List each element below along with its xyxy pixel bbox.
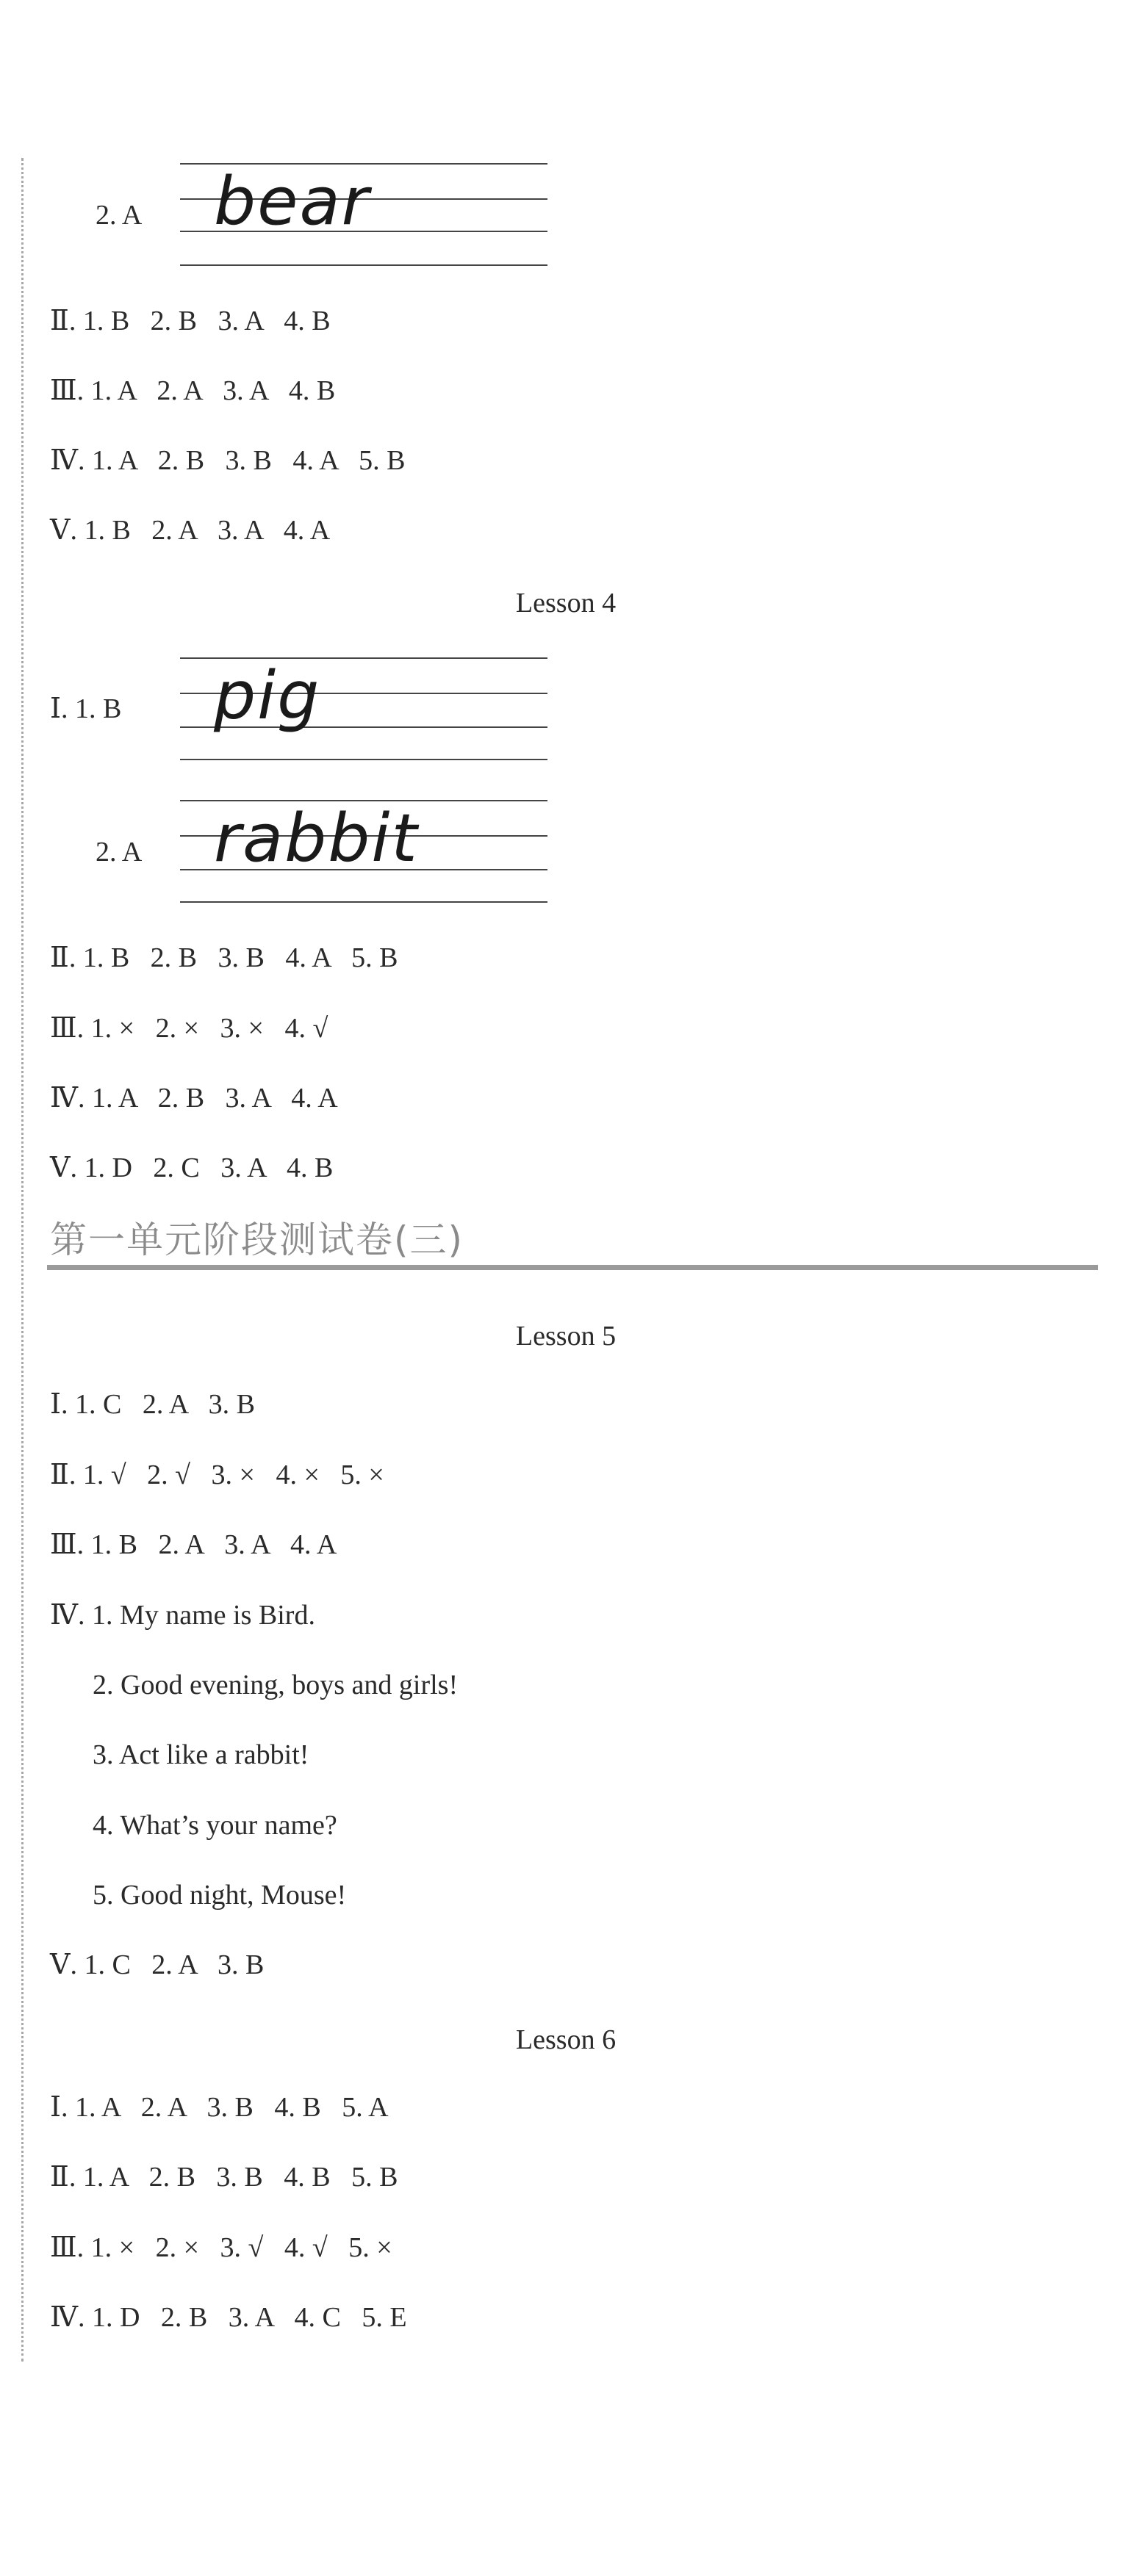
- margin-dotted-line: [21, 158, 24, 2362]
- section-rule: [47, 1265, 1098, 1270]
- section-title: 第一单元阶段测试卷(三): [50, 1219, 464, 1261]
- answer-subrow: 5. Good night, Mouse!: [93, 1880, 347, 1911]
- handwriting-box-rabbit: [180, 797, 547, 906]
- answer-row: Ⅳ. 1. A 2. B 3. B 4. A 5. B: [50, 445, 406, 476]
- answer-row: Ⅴ. 1. D 2. C 3. A 4. B: [50, 1152, 334, 1183]
- handwritten-word: pig: [214, 657, 321, 735]
- lesson-4-heading: Lesson 4: [515, 588, 617, 618]
- handwriting-box-pig: [180, 654, 547, 763]
- answer-row: Ⅰ. 1. A 2. A 3. B 4. B 5. A: [50, 2092, 389, 2123]
- answer-row: Ⅳ. 1. A 2. B 3. A 4. A: [50, 1083, 338, 1114]
- answer-row: Ⅱ. 1. √ 2. √ 3. × 4. × 5. ×: [50, 1460, 384, 1490]
- answer-subrow: 2. Good evening, boys and girls!: [93, 1670, 459, 1700]
- answer-row: Ⅱ. 1. A 2. B 3. B 4. B 5. B: [50, 2162, 398, 2193]
- answer-lesson4-1: Ⅰ. 1. B: [50, 693, 122, 724]
- answer-lesson4-2: 2. A: [96, 837, 143, 867]
- answer-row: Ⅴ. 1. B 2. A 3. A 4. A: [50, 515, 331, 546]
- lesson-6-heading: Lesson 6: [515, 2024, 617, 2055]
- answer-row: Ⅲ. 1. A 2. A 3. A 4. B: [50, 375, 336, 406]
- answer-row: Ⅱ. 1. B 2. B 3. A 4. B: [50, 306, 331, 336]
- answer-row: Ⅲ. 1. × 2. × 3. × 4. √: [50, 1013, 328, 1044]
- answer-row: Ⅳ. 1. My name is Bird.: [50, 1600, 315, 1631]
- answer-row: Ⅲ. 1. B 2. A 3. A 4. A: [50, 1529, 337, 1560]
- answer-row: Ⅴ. 1. C 2. A 3. B: [50, 1949, 265, 1980]
- answer-row: Ⅳ. 1. D 2. B 3. A 4. C 5. E: [50, 2302, 407, 2333]
- answer-top-2: 2. A: [96, 200, 143, 231]
- answer-subrow: 3. Act like a rabbit!: [93, 1739, 309, 1770]
- answer-row: Ⅱ. 1. B 2. B 3. B 4. A 5. B: [50, 942, 398, 973]
- answer-row: Ⅰ. 1. C 2. A 3. B: [50, 1389, 255, 1420]
- handwriting-box-bear: [180, 160, 547, 269]
- handwritten-word: bear: [214, 163, 370, 240]
- answer-row: Ⅲ. 1. × 2. × 3. √ 4. √ 5. ×: [50, 2232, 392, 2263]
- handwritten-word: rabbit: [214, 800, 419, 877]
- answer-subrow: 4. What’s your name?: [93, 1810, 337, 1841]
- lesson-5-heading: Lesson 5: [515, 1321, 617, 1352]
